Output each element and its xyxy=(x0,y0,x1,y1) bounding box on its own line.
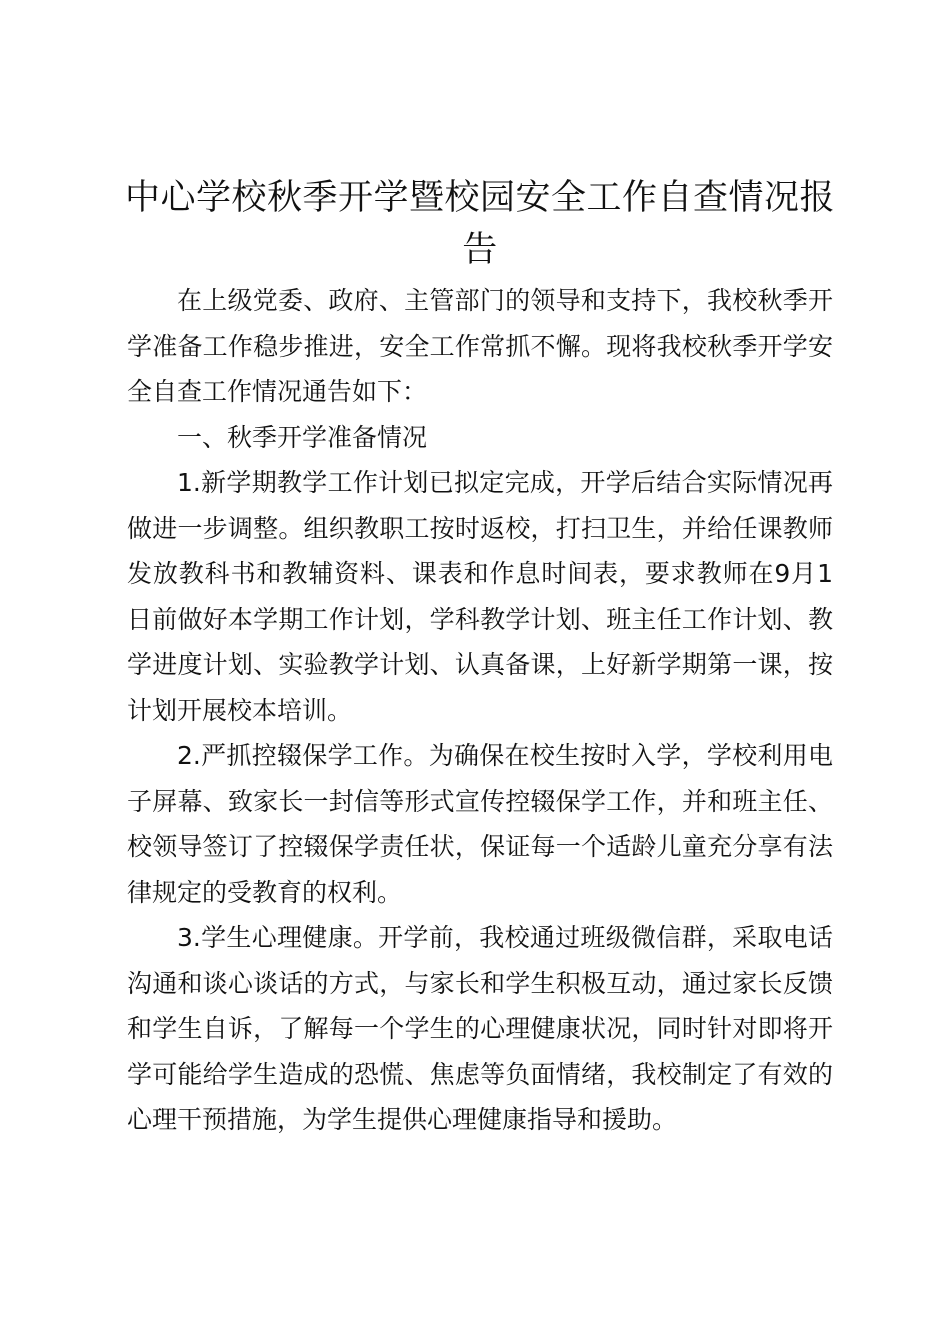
paragraph-teaching-plan: 1.新学期教学工作计划已拟定完成，开学后结合实际情况再做进一步调整。组织教职工按时返校，打扫卫生，并给任课教师发放教科书和教辅资料、课表和作息时间表，要求教师在9月1日前做好本学期工作计划，学科教学计划、班主任工作计划、教学进度计划、实验教学计划、认真备课，上好新学期第一课，按计划开展校本培训。 xyxy=(127,468,833,725)
document-body xyxy=(127,278,833,1143)
document-title: 中心学校秋季开学暨校园安全工作自查情况报告 xyxy=(125,178,836,270)
paragraph-mental-health: 3.学生心理健康。开学前，我校通过班级微信群，采取电话沟通和谈心谈话的方式，与家长和学生积极互动，通过家长反馈和学生自诉，了解每一个学生的心理健康状况，同时针对即将开学可能给学生造成的恐慌、焦虑等负面情绪，我校制定了有效的心理干预措施，为学生提供心理健康指导和援助。 xyxy=(127,923,833,1134)
paragraph-dropout-control: 2.严抓控辍保学工作。为确保在校生按时入学，学校利用电子屏幕、致家长一封信等形式宣传控辍保学工作，并和班主任、校领导签订了控辍保学责任状，保证每一个适龄儿童充分享有法律规定的受教育的权利。 xyxy=(127,741,833,907)
intro-paragraph: 在上级党委、政府、主管部门的领导和支持下，我校秋季开学准备工作稳步推进，安全工作常抓不懈。现将我校秋季开学安全自查工作情况通告如下： xyxy=(127,286,833,406)
section-heading: 一、秋季开学准备情况 xyxy=(177,422,428,452)
